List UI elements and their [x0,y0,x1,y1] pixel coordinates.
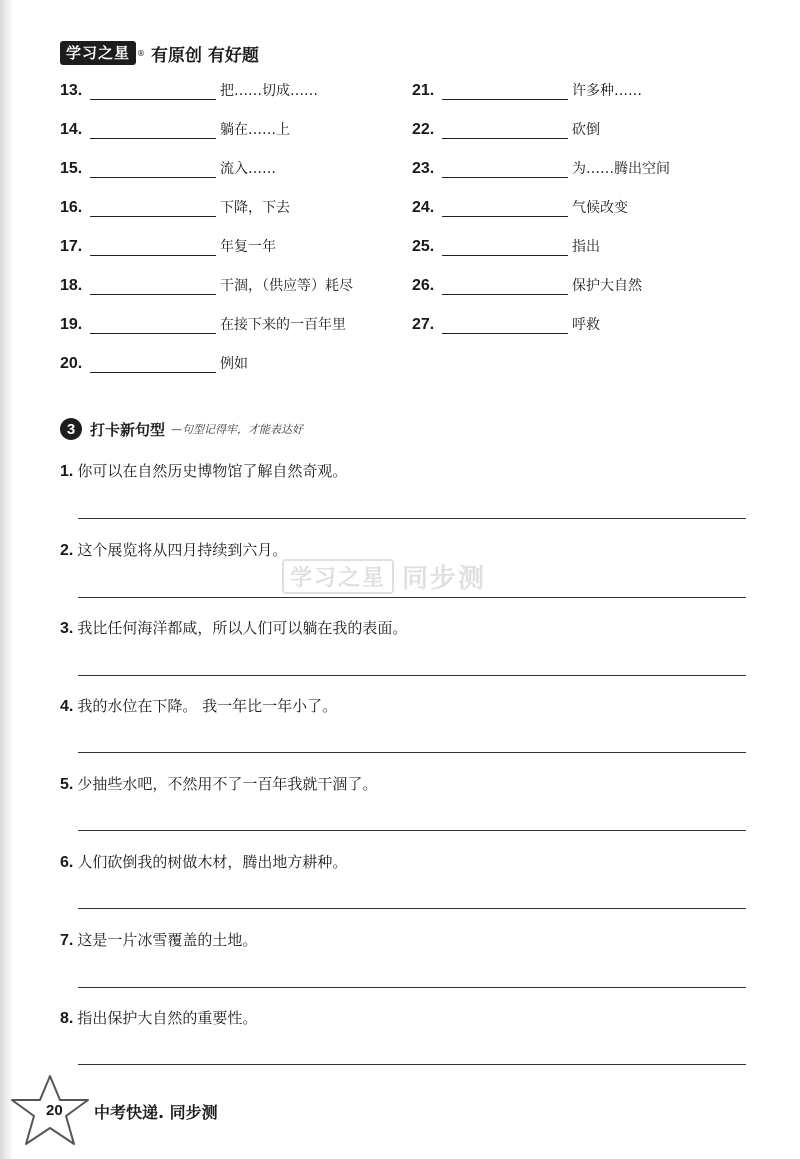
vocab-number: 20. [60,355,83,372]
vocab-item [60,117,290,139]
vocab-phrase: 保护大自然 [572,278,642,294]
sentence-prompt [60,617,407,638]
vocab-phrase: 砍倒 [572,122,600,138]
vocab-number: 23. [412,160,435,177]
vocab-phrase: 把……切成…… [220,83,318,99]
vocab-answer-blank[interactable] [442,200,568,217]
answer-line[interactable] [78,752,746,753]
vocab-answer-blank[interactable] [90,239,216,256]
vocab-phrase: 为……腾出空间 [572,161,670,177]
page-footer [10,1072,270,1152]
sentence-prompt [60,539,287,560]
sentence-prompt [60,695,337,716]
sentence-prompt [60,460,347,481]
vocab-answer-blank[interactable] [442,317,568,334]
vocab-item [412,78,642,100]
vocab-answer-blank[interactable] [90,83,216,100]
answer-line[interactable] [78,518,746,519]
vocab-item [412,312,600,334]
brand-logo-text: 学习之星 [66,44,131,62]
vocab-item [412,234,600,256]
sentence-number: 6. [60,854,74,871]
vocab-phrase: 指出 [572,239,600,255]
page-number: 20 [46,1102,63,1119]
answer-line[interactable] [78,908,746,909]
sentence-number: 4. [60,698,74,715]
answer-line[interactable] [78,675,746,676]
vocab-number: 18. [60,277,83,294]
vocab-phrase: 气候改变 [572,200,628,216]
answer-line[interactable] [78,597,746,598]
vocab-number: 19. [60,316,83,333]
answer-line[interactable] [78,1064,746,1065]
vocab-number: 15. [60,160,83,177]
vocab-phrase: 在接下来的一百年里 [220,317,346,333]
vocab-answer-blank[interactable] [90,356,216,373]
vocab-item [412,156,670,178]
vocab-phrase: 年复一年 [220,239,276,255]
vocab-number: 21. [412,82,435,99]
watermark [282,558,486,595]
sentence-number: 5. [60,776,74,793]
vocab-item [60,273,353,295]
section-title: 打卡新句型 [90,420,166,439]
page-edge-shadow [0,0,14,1159]
sentence-prompt [60,929,257,950]
vocab-phrase: 呼救 [572,317,600,333]
vocab-answer-blank[interactable] [442,122,568,139]
brand-slogan: 有原创 有好题 [151,45,259,66]
brand-logo [60,41,136,65]
vocab-answer-blank[interactable] [90,122,216,139]
vocab-number: 24. [412,199,435,216]
vocab-item [412,117,600,139]
vocab-answer-blank[interactable] [442,161,568,178]
vocab-phrase: 许多种…… [572,83,642,99]
vocab-number: 14. [60,121,83,138]
sentence-text: 我比任何海洋都咸，所以人们可以躺在我的表面。 [77,619,408,637]
vocab-item [60,312,346,334]
sentence-text: 少抽些水吧，不然用不了一百年我就干涸了。 [77,775,378,793]
vocab-phrase: 干涸，（供应等）耗尽 [220,278,353,294]
vocab-item [60,156,276,178]
vocab-number: 27. [412,316,435,333]
vocab-item [60,195,290,217]
vocab-answer-blank[interactable] [90,278,216,295]
sentence-text: 这是一片冰雪覆盖的土地。 [77,931,258,949]
sentence-text: 指出保护大自然的重要性。 [77,1009,258,1027]
vocab-item [60,78,318,100]
watermark-logo: 学习之星 [282,559,394,594]
vocab-answer-blank[interactable] [442,83,568,100]
vocab-phrase: 流入…… [220,161,276,177]
vocab-number: 16. [60,199,83,216]
vocab-item [60,234,276,256]
vocab-number: 17. [60,238,83,255]
sentence-number: 3. [60,620,74,637]
sentence-text: 你可以在自然历史博物馆了解自然奇观。 [77,462,348,480]
watermark-text: 同步测 [402,564,487,594]
section-number-badge: 3 [60,418,82,440]
sentence-number: 7. [60,932,74,949]
sentence-number: 8. [60,1010,74,1027]
sentence-prompt [60,851,347,872]
section-heading [60,418,303,440]
vocab-item [412,273,642,295]
sentence-text: 这个展览将从四月持续到六月。 [77,541,288,559]
vocab-number: 13. [60,82,83,99]
vocab-answer-blank[interactable] [442,239,568,256]
registered-mark: ® [137,48,146,58]
sentence-number: 1. [60,463,74,480]
vocab-answer-blank[interactable] [90,161,216,178]
sentence-number: 2. [60,542,74,559]
vocab-phrase: 躺在……上 [220,122,290,138]
brand-header [60,40,259,66]
vocab-phrase: 例如 [220,356,248,372]
vocab-item [60,351,248,373]
sentence-text: 人们砍倒我的树做木材，腾出地方耕种。 [77,853,348,871]
section-subtitle: —句型记得牢，才能表达好 [171,423,304,436]
answer-line[interactable] [78,987,746,988]
vocab-number: 25. [412,238,435,255]
answer-line[interactable] [78,830,746,831]
vocab-number: 22. [412,121,435,138]
vocab-item [412,195,628,217]
footer-title: 中考快递. 同步测 [94,1103,218,1122]
vocab-answer-blank[interactable] [90,200,216,217]
vocab-phrase: 下降，下去 [220,200,290,216]
vocab-answer-blank[interactable] [90,317,216,334]
vocab-answer-blank[interactable] [442,278,568,295]
vocab-number: 26. [412,277,435,294]
sentence-prompt [60,773,377,794]
sentence-prompt [60,1007,257,1028]
sentence-text: 我的水位在下降。 我一年比一年小了。 [77,697,338,715]
